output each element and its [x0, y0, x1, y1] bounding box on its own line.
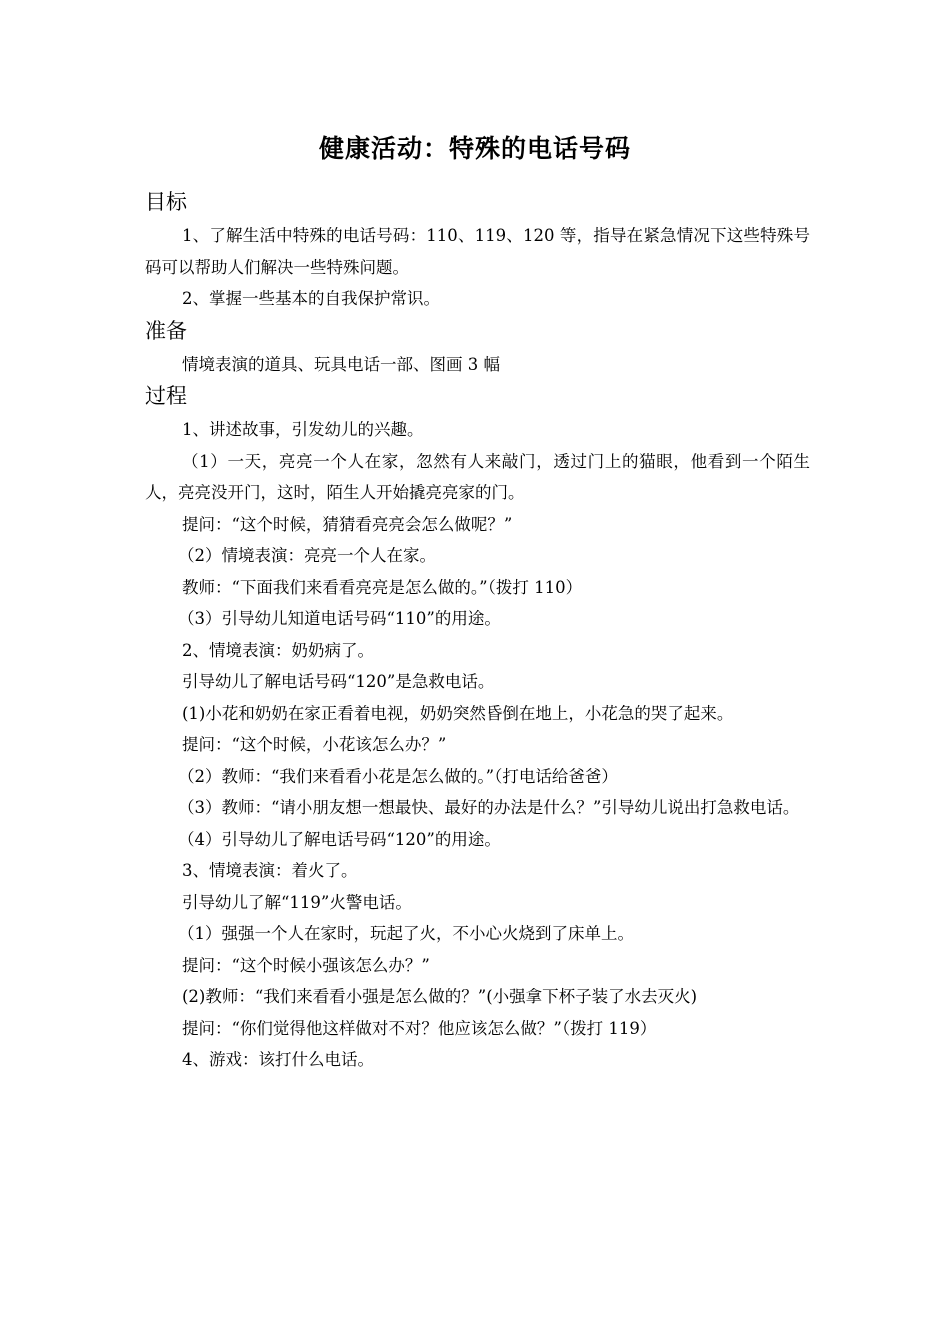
- process-step-2: 2、情境表演：奶奶病了。: [182, 640, 374, 660]
- process-paragraph: （2）情境表演：亮亮一个人在家。: [178, 546, 436, 565]
- process-paragraph: （4）引导幼儿了解电话号码“120”的用途。: [178, 829, 501, 849]
- process-paragraph: (1)小花和奶奶在家正看着电视，奶奶突然昏倒在地上，小花急的哭了起来。: [182, 703, 734, 723]
- process-paragraph: （3）教师：“请小朋友想一想最快、最好的办法是什么？”引导幼儿说出打急救电话。: [178, 798, 800, 817]
- preparation-text: 情境表演的道具、玩具电话一部、图画 3 幅: [182, 354, 500, 374]
- document-body: [145, 186, 810, 1076]
- process-paragraph: （1）强强一个人在家时，玩起了火，不小心火烧到了床单上。: [178, 924, 634, 943]
- process-paragraph: 提问：“这个时候，小花该怎么办？”: [182, 735, 447, 754]
- goal-item-1: 1、了解生活中特殊的电话号码：110、119、120 等，指导在紧急情况下这些特殊号码可以帮助人们解决一些特殊问题。: [145, 226, 810, 277]
- process-paragraph: （3）引导幼儿知道电话号码“110”的用途。: [178, 609, 501, 628]
- process-paragraph: (2)教师：“我们来看看小强是怎么做的？”(小强拿下杯子装了水去灭火): [182, 987, 698, 1006]
- process-paragraph: （1）一天，亮亮一个人在家，忽然有人来敲门，透过门上的猫眼，他看到一个陌生人，亮亮没开门，这时，陌生人开始撬亮亮家的门。: [145, 451, 810, 502]
- process-paragraph: 引导幼儿了解“119”火警电话。: [182, 892, 412, 912]
- section-heading-goals: 目标: [145, 190, 187, 214]
- section-heading-preparation: 准备: [145, 318, 187, 343]
- goal-item-2: 2、掌握一些基本的自我保护常识。: [182, 289, 440, 308]
- process-paragraph: 提问：“你们觉得他这样做对不对？他应该怎么做？”（拨打 119）: [182, 1018, 657, 1038]
- process-paragraph: 教师：“下面我们来看看亮亮是怎么做的。”（拨打 110）: [182, 577, 583, 597]
- process-step-1: 1、讲述故事，引发幼儿的兴趣。: [182, 420, 424, 439]
- section-heading-process: 过程: [145, 384, 187, 408]
- process-paragraph: 提问：“这个时候小强该怎么办？”: [182, 955, 430, 975]
- process-paragraph: 引导幼儿了解电话号码“120”是急救电话。: [182, 672, 495, 691]
- process-paragraph: 提问：“这个时候，猜猜看亮亮会怎么做呢？”: [182, 514, 513, 534]
- process-paragraph: （2）教师：“我们来看看小花是怎么做的。”（打电话给爸爸）: [178, 766, 618, 786]
- process-step-4: 4、游戏：该打什么电话。: [182, 1050, 374, 1069]
- process-step-3: 3、情境表演：着火了。: [182, 861, 358, 880]
- page-title: 健康活动：特殊的电话号码: [318, 134, 631, 163]
